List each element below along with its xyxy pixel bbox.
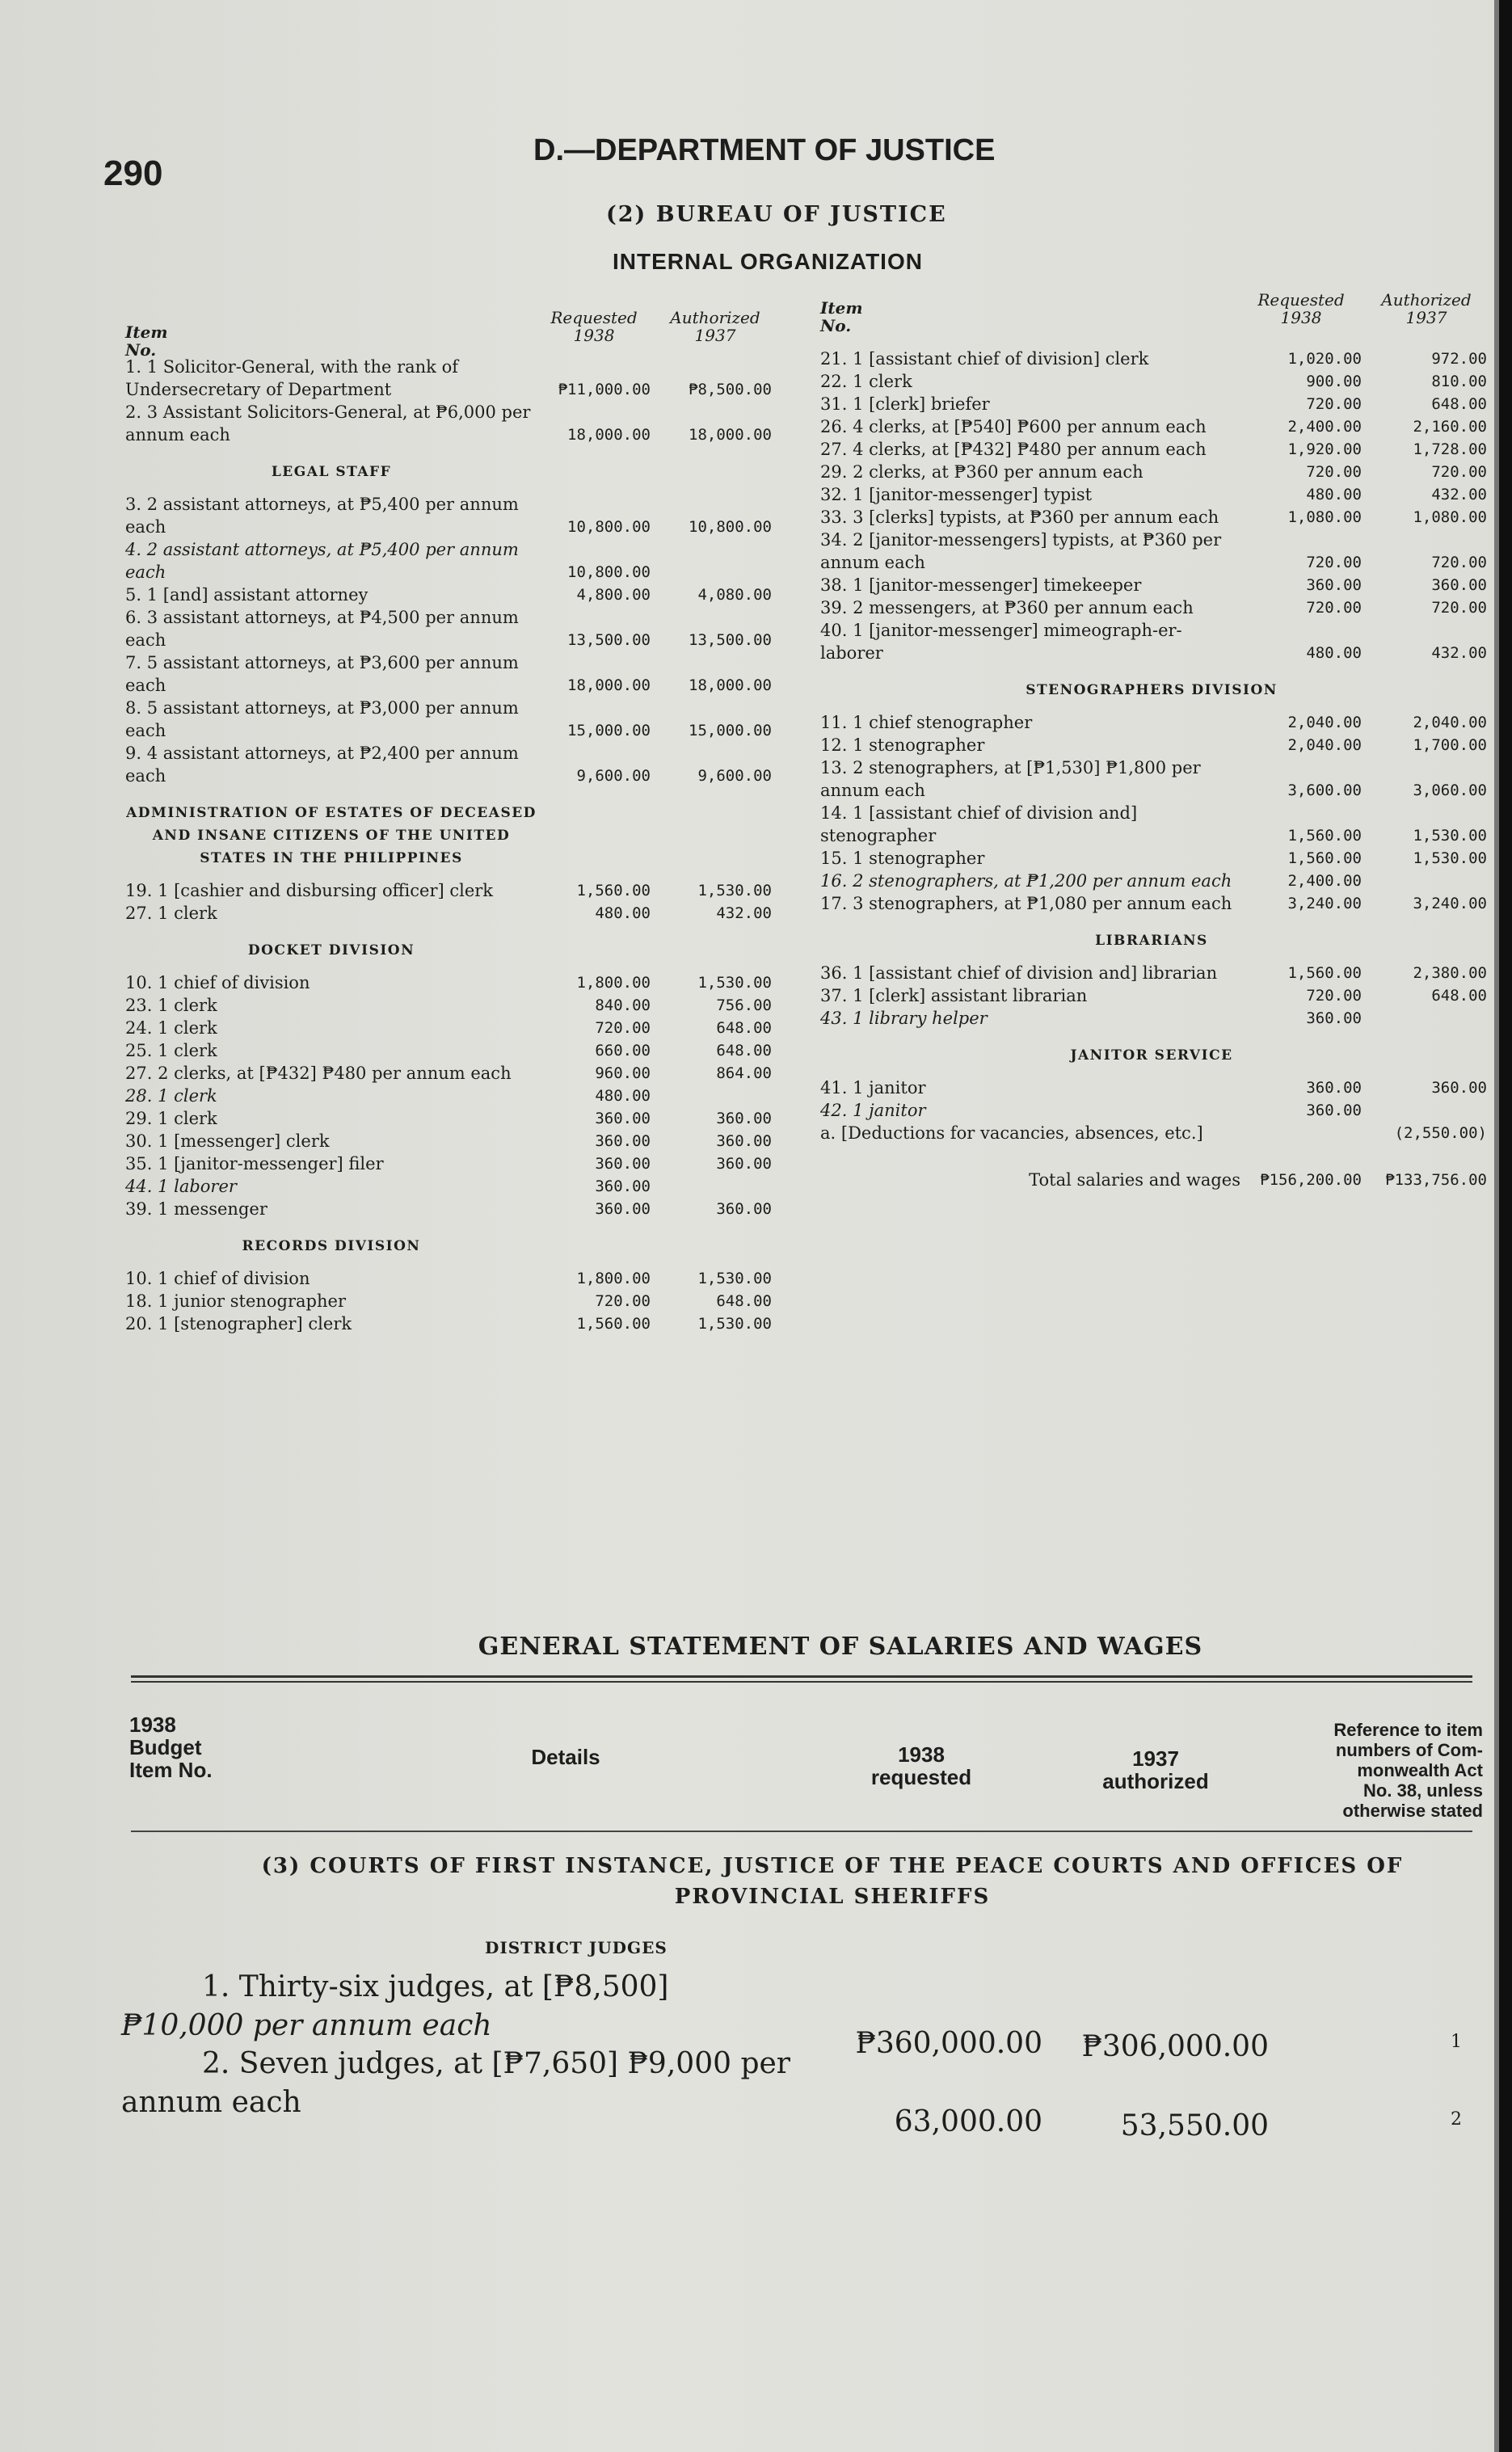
table-row [820,393,1487,415]
authorized-1937-header: 1937 authorized [1102,1746,1209,1793]
row-description: 20. 1 [stenographer] clerk [125,1314,352,1333]
row-requested: 960.00 [595,1064,651,1082]
row-requested: 660.00 [595,1042,651,1060]
row-authorized: 1,080.00 [1413,508,1487,526]
row-requested: 18,000.00 [567,676,651,694]
binding-edge [1499,0,1512,2452]
table-row [820,574,1487,596]
row-description: 33. 3 [clerks] typists, at ₱360 per annum each [820,508,1219,527]
row-description: 13. 2 stenographers, at [₱1,530] ₱1,800 per annum each [820,758,1201,800]
row-requested: 360.00 [595,1178,651,1195]
row-description: 24. 1 clerk [125,1018,217,1038]
row-authorized: 864.00 [716,1064,772,1082]
row-requested: 1,920.00 [1287,440,1362,458]
table-row [125,538,788,584]
table-row [125,356,788,401]
row-description: 1. 1 Solicitor-General, with the rank of Undersecretary of Department [125,357,458,399]
row-authorized: 972.00 [1431,350,1487,368]
table-row [820,1122,1487,1144]
row-description: 5. 1 [and] assistant attorney [125,585,369,605]
row-description: 35. 1 [janitor-messenger] filer [125,1154,384,1173]
row-authorized: (2,550.00) [1394,1124,1487,1142]
row-requested: 840.00 [595,996,651,1014]
requested-year: 1938 [1280,308,1322,327]
row-authorized: 432.00 [1431,486,1487,503]
row-authorized: 1,530.00 [697,1315,772,1333]
table-row [820,483,1487,506]
row-description: 18. 1 junior stenographer [125,1291,346,1311]
row-authorized: 1,530.00 [697,974,772,992]
authorized-year: 1937 [1405,308,1447,327]
row-authorized: 720.00 [1431,554,1487,571]
table-row [125,401,788,446]
table-row [820,529,1487,574]
row-requested: ₱11,000.00 [558,381,651,398]
row-requested: 3,600.00 [1287,782,1362,799]
row-description: 29. 1 clerk [125,1109,217,1128]
authorized-header: Authorized [1381,290,1472,310]
internal-organization-title: INTERNAL ORGANIZATION [613,249,923,274]
row-authorized: 3,240.00 [1413,895,1487,912]
row-authorized: 648.00 [716,1292,772,1310]
total-authorized: ₱133,756.00 [1385,1171,1487,1189]
table-row [820,438,1487,461]
row-requested: 1,560.00 [1287,964,1362,982]
row-description: 8. 5 assistant attorneys, at ₱3,000 per annum each [125,698,519,740]
row-authorized: 648.00 [1431,987,1487,1005]
row-requested: 720.00 [1306,395,1362,413]
row-description: 22. 1 clerk [820,372,912,391]
table-row [125,1017,788,1039]
row-requested: 2,400.00 [1287,418,1362,436]
section-heading: RECORDS DIVISION [242,1238,421,1254]
row-requested: 13,500.00 [567,631,651,649]
row-authorized: 13,500.00 [689,631,772,649]
row-description: 39. 1 messenger [125,1199,267,1219]
table-row [820,870,1487,892]
judge-row-1-reference: 1 [1451,2032,1462,2052]
row-description: 40. 1 [janitor-messenger] mimeograph-er-laborer [820,621,1182,663]
row-description: 7. 5 assistant attorneys, at ₱3,600 per annum each [125,653,519,695]
bureau-title: (2) BUREAU OF JUSTICE [606,202,947,227]
row-requested: 15,000.00 [567,722,651,739]
table-row [820,370,1487,393]
row-requested: 480.00 [1306,486,1362,503]
table-row [820,506,1487,529]
row-description: 10. 1 chief of division [125,973,310,992]
row-authorized: 360.00 [716,1110,772,1127]
row-requested: 10,800.00 [567,563,651,581]
table-row [820,461,1487,483]
table-row [820,1099,1487,1122]
row-description: 21. 1 [assistant chief of division] clerk [820,349,1149,369]
row-description: 15. 1 stenographer [820,849,985,868]
row-requested: 900.00 [1306,373,1362,390]
row-description: 30. 1 [messenger] clerk [125,1131,330,1151]
judge-row-2-authorized: 53,550.00 [1120,2109,1269,2142]
district-judges-heading: DISTRICT JUDGES [485,1938,668,1957]
table-row [820,892,1487,915]
row-description: 2. 3 Assistant Solicitors-General, at ₱6,000 per annum each [125,402,531,444]
row-description: 38. 1 [janitor-messenger] timekeeper [820,575,1142,595]
right-column-header [820,291,1487,348]
table-row [820,711,1487,734]
item-header: Item [820,298,863,318]
table-row [125,606,788,651]
row-description: 27. 4 clerks, at [₱432] ₱480 per annum each [820,440,1207,459]
row-description: 39. 2 messengers, at ₱360 per annum each [820,598,1194,617]
judge-row-2-reference: 2 [1451,2109,1462,2130]
row-requested: 1,560.00 [576,882,651,899]
row-requested: 360.00 [1306,576,1362,594]
row-authorized: ₱8,500.00 [689,381,772,398]
row-authorized: 1,700.00 [1413,736,1487,754]
left-table-body [125,356,788,1335]
row-requested: 1,080.00 [1287,508,1362,526]
table-row [125,1312,788,1335]
table-row [125,902,788,925]
row-authorized: 648.00 [716,1042,772,1060]
row-description: 44. 1 laborer [125,1177,237,1196]
requested-header: Requested [1257,290,1345,310]
right-column [820,291,1487,1191]
judge-row-1-authorized: ₱306,000.00 [1081,2030,1269,2063]
row-description: 27. 1 clerk [125,904,217,923]
row-description: 37. 1 [clerk] assistant librarian [820,986,1088,1005]
row-description: 25. 1 clerk [125,1041,217,1060]
left-column-header [125,299,788,360]
table-row [820,1007,1487,1030]
row-requested: 480.00 [1306,644,1362,662]
row-description: 34. 2 [janitor-messengers] typists, at ₱360 per annum each [820,530,1222,572]
row-authorized: 756.00 [716,996,772,1014]
row-requested: 2,040.00 [1287,714,1362,731]
table-row [125,879,788,902]
details-header: Details [531,1745,600,1769]
row-description: 19. 1 [cashier and disbursing officer] clerk [125,881,494,900]
row-authorized: 9,600.00 [697,767,772,785]
department-title: D.—DEPARTMENT OF JUSTICE [533,133,996,167]
section-heading: JANITOR SERVICE [1070,1047,1233,1064]
general-statement-title: GENERAL STATEMENT OF SALARIES AND WAGES [478,1633,1203,1661]
table-row [820,847,1487,870]
row-authorized: 3,060.00 [1413,782,1487,799]
row-authorized: 360.00 [1431,576,1487,594]
table-row [125,1107,788,1130]
table-row [820,802,1487,847]
row-requested: 360.00 [595,1132,651,1150]
table-row [125,1290,788,1312]
total-requested: ₱156,200.00 [1260,1171,1362,1189]
row-authorized: 1,530.00 [1413,827,1487,845]
row-description: 11. 1 chief stenographer [820,713,1033,732]
row-requested: 2,400.00 [1287,872,1362,890]
table-row [125,584,788,606]
row-description: 41. 1 janitor [820,1078,926,1098]
row-authorized: 432.00 [1431,644,1487,662]
budget-item-header: 1938 Budget Item No. [129,1713,213,1782]
row-requested: 720.00 [1306,987,1362,1005]
row-description: a. [Deductions for vacancies, absences, etc.] [820,1123,1203,1143]
row-description: 31. 1 [clerk] briefer [820,394,990,414]
table-row [125,1085,788,1107]
table-row [125,971,788,994]
row-requested: 720.00 [595,1019,651,1037]
row-requested: 360.00 [595,1155,651,1173]
row-authorized: 810.00 [1431,373,1487,390]
binding-shadow [1494,0,1499,2452]
row-requested: 360.00 [1306,1079,1362,1097]
row-authorized: 2,040.00 [1413,714,1487,731]
table-row [125,651,788,697]
row-requested: 360.00 [595,1110,651,1127]
no-header: No. [125,340,157,360]
row-requested: 720.00 [1306,463,1362,481]
row-requested: 480.00 [595,904,651,922]
section-heading: STENOGRAPHERS DIVISION [1026,682,1278,698]
row-description: 27. 2 clerks, at [₱432] ₱480 per annum each [125,1064,512,1083]
row-authorized: 1,530.00 [697,1270,772,1287]
row-description: 29. 2 clerks, at ₱360 per annum each [820,462,1143,482]
row-authorized: 2,380.00 [1413,964,1487,982]
row-requested: 720.00 [1306,554,1362,571]
row-authorized: 18,000.00 [689,676,772,694]
requested-1938-header: 1938 requested [870,1742,972,1789]
total-label: Total salaries and wages [1029,1170,1240,1190]
table-row [820,734,1487,756]
section-heading: LEGAL STAFF [271,464,392,480]
table-row [125,1267,788,1290]
row-requested: 18,000.00 [567,426,651,444]
row-description: 42. 1 janitor [820,1101,926,1120]
right-table-body [820,348,1487,1144]
row-description: 23. 1 clerk [125,996,217,1015]
row-requested: 1,800.00 [576,974,651,992]
row-requested: 480.00 [595,1087,651,1105]
requested-header: Requested [550,308,638,327]
table-row [125,1152,788,1175]
row-description: 26. 4 clerks, at [₱540] ₱600 per annum each [820,417,1207,436]
section-heading: LIBRARIANS [1095,933,1208,949]
row-description: 43. 1 library helper [820,1009,988,1028]
row-requested: 1,800.00 [576,1270,651,1287]
row-description: 36. 1 [assistant chief of division and] librarian [820,963,1218,983]
left-column [125,299,788,1335]
row-authorized: 720.00 [1431,463,1487,481]
table-row [820,984,1487,1007]
row-description: 17. 3 stenographers, at ₱1,080 per annum each [820,894,1232,913]
row-authorized: 1,728.00 [1413,440,1487,458]
row-description: 28. 1 clerk [125,1086,217,1106]
row-description: 4. 2 assistant attorneys, at ₱5,400 per annum each [125,540,519,582]
table-row [125,1062,788,1085]
row-authorized: 18,000.00 [689,426,772,444]
row-requested: 9,600.00 [576,767,651,785]
table-row [125,1130,788,1152]
page-number: 290 [103,154,163,193]
row-requested: 10,800.00 [567,518,651,536]
no-header: No. [820,316,852,335]
row-requested: 1,560.00 [1287,827,1362,845]
row-authorized: 1,530.00 [697,882,772,899]
authorized-header: Authorized [670,308,760,327]
section-heading: DOCKET DIVISION [247,942,415,958]
row-requested: 720.00 [1306,599,1362,617]
row-requested: 1,020.00 [1287,350,1362,368]
table-row [820,1076,1487,1099]
row-description: 10. 1 chief of division [125,1269,310,1288]
judge-row-2-text: 2. Seven judges, at [₱7,650] ₱9,000 per annum each [121,2047,790,2119]
row-description: 12. 1 stenographer [820,735,985,755]
row-requested: 360.00 [595,1200,651,1218]
header-top-rule [131,1675,1472,1683]
reference-header: Reference to item numbers of Com- monwealth Act No. 38, unless otherwise stated [1333,1720,1483,1821]
row-authorized: 648.00 [1431,395,1487,413]
row-requested: 1,560.00 [576,1315,651,1333]
row-authorized: 360.00 [716,1132,772,1150]
header-bottom-rule [131,1831,1472,1832]
table-row [820,415,1487,438]
row-authorized: 360.00 [1431,1079,1487,1097]
table-row [125,742,788,787]
row-authorized: 360.00 [716,1155,772,1173]
item-header: Item [125,322,168,342]
row-description: 9. 4 assistant attorneys, at ₱2,400 per annum each [125,744,519,786]
table-row [125,1198,788,1220]
row-authorized: 10,800.00 [689,518,772,536]
table-row [125,994,788,1017]
row-authorized: 1,530.00 [1413,849,1487,867]
table-row [820,348,1487,370]
judge-row-1-requested: ₱360,000.00 [855,2027,1042,2060]
row-authorized: 4,080.00 [697,586,772,604]
table-row [820,619,1487,664]
row-authorized: 2,160.00 [1413,418,1487,436]
row-description: 6. 3 assistant attorneys, at ₱4,500 per annum each [125,608,519,650]
row-description: 32. 1 [janitor-messenger] typist [820,485,1093,504]
row-requested: 4,800.00 [576,586,651,604]
row-requested: 360.00 [1306,1102,1362,1119]
row-requested: 720.00 [595,1292,651,1310]
judge-row-2-requested: 63,000.00 [894,2105,1042,2138]
row-authorized: 432.00 [716,904,772,922]
row-description: 14. 1 [assistant chief of division and] stenographer [820,803,1138,845]
table-row [125,493,788,538]
authorized-year: 1937 [694,326,736,345]
total-row [820,1169,1487,1191]
section-heading: ADMINISTRATION OF ESTATES OF DECEASED AND INSANE CITIZENS OF THE UNITED STATES IN THE PHILIPPINES [126,805,537,866]
table-row [820,962,1487,984]
row-authorized: 15,000.00 [689,722,772,739]
row-authorized: 648.00 [716,1019,772,1037]
row-requested: 2,040.00 [1287,736,1362,754]
row-requested: 360.00 [1306,1009,1362,1027]
row-authorized: 720.00 [1431,599,1487,617]
table-row [820,596,1487,619]
judge-row-1-text: 1. Thirty-six judges, at [₱8,500] ₱10,000 per annum each [121,1970,669,2042]
courts-section-title: (3) COURTS OF FIRST INSTANCE, JUSTICE OF THE PEACE COURTS AND OFFICES OF PROVINCIAL SHERIFFS [261,1854,1404,1909]
row-requested: 1,560.00 [1287,849,1362,867]
row-description: 16. 2 stenographers, at ₱1,200 per annum each [820,871,1232,891]
table-row [125,697,788,742]
requested-year: 1938 [573,326,615,345]
row-authorized: 360.00 [716,1200,772,1218]
table-row [125,1039,788,1062]
table-row [125,1175,788,1198]
table-row [820,756,1487,802]
row-description: 3. 2 assistant attorneys, at ₱5,400 per annum each [125,495,519,537]
row-requested: 3,240.00 [1287,895,1362,912]
